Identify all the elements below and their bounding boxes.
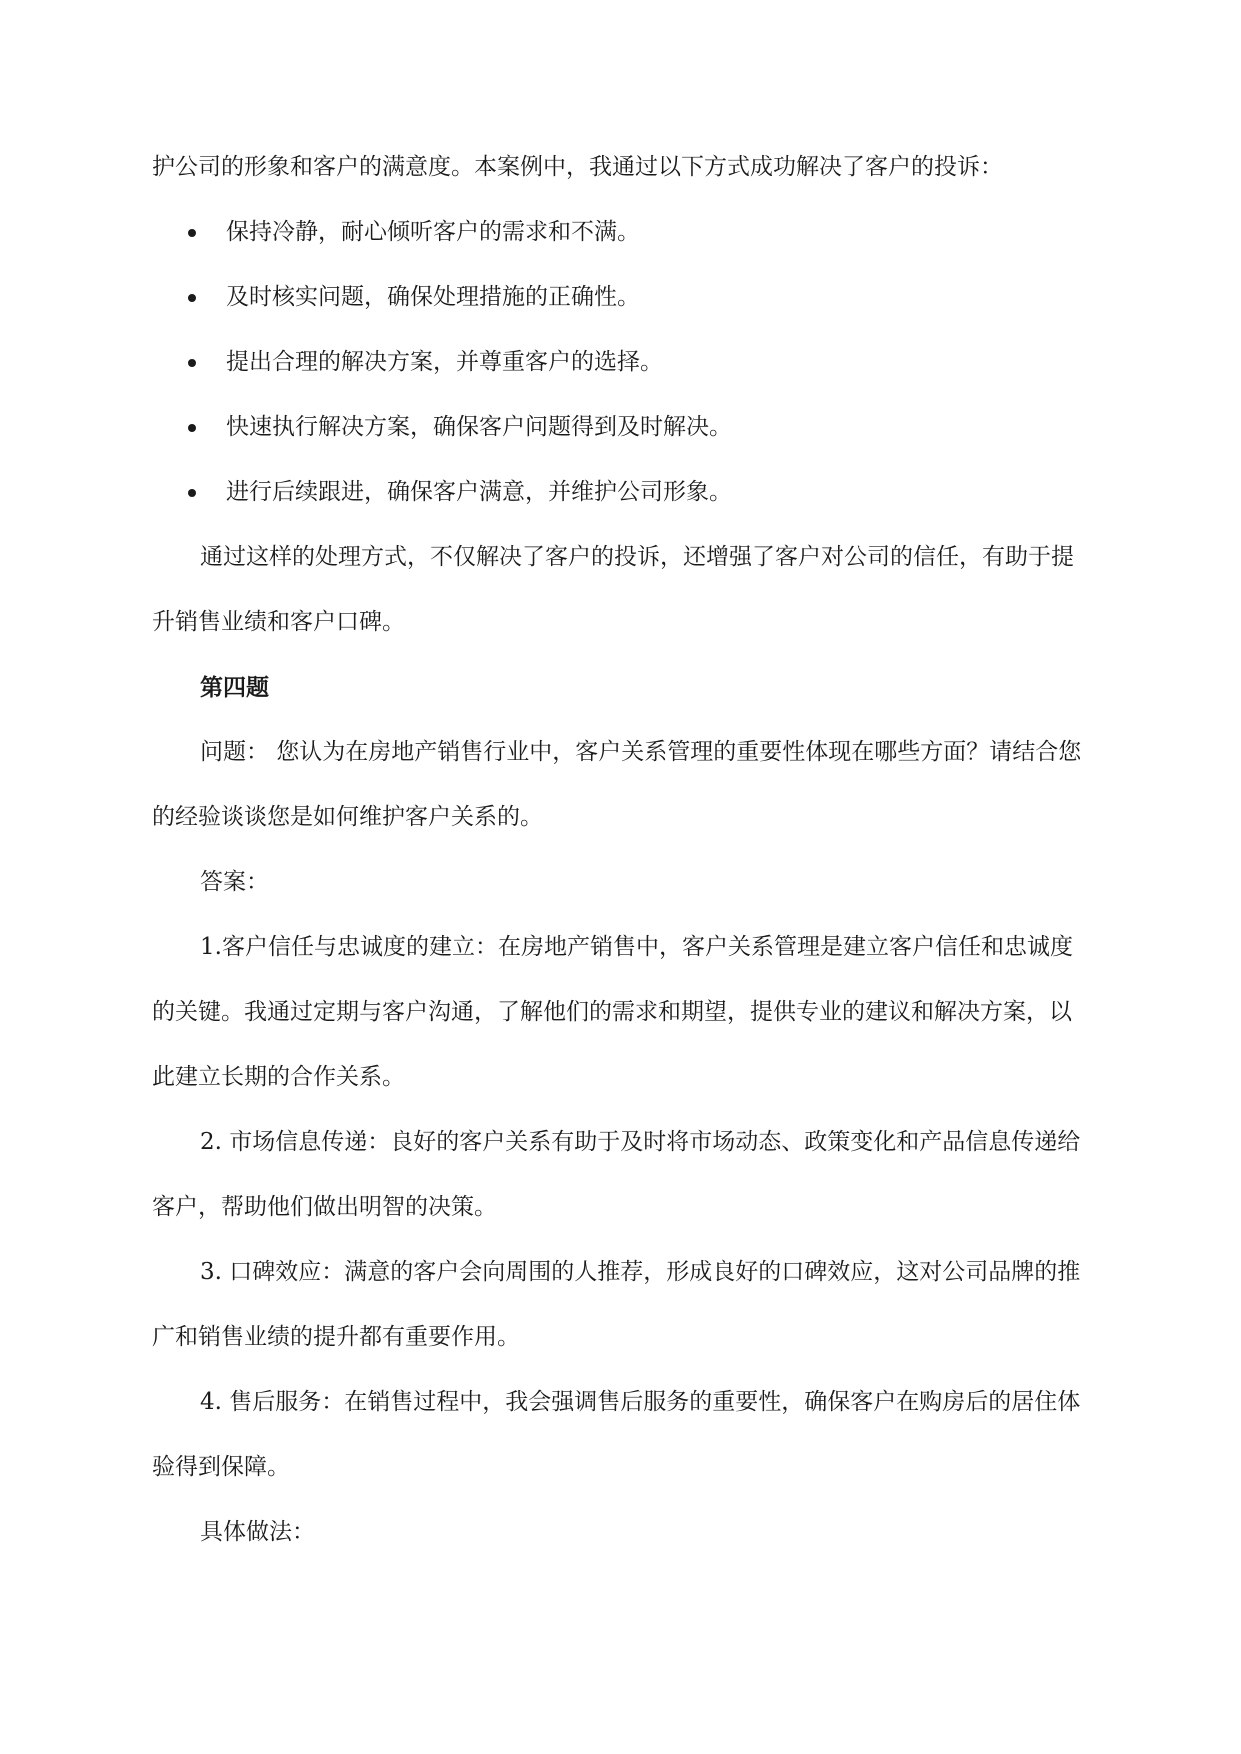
question-paragraph: 问题： 您认为在房地产销售行业中，客户关系管理的重要性体现在哪些方面？请结合您的经验谈谈您是如何维护客户关系的。	[152, 739, 1082, 830]
list-item	[152, 330, 1092, 395]
answer-point-4: 4. 售后服务：在销售过程中，我会强调售后服务的重要性，确保客户在购房后的居住体验得到保障。	[152, 1389, 1081, 1480]
bullet-list	[152, 200, 1092, 525]
intro-continuation-paragraph: 护公司的形象和客户的满意度。本案例中，我通过以下方式成功解决了客户的投诉：	[152, 154, 1003, 180]
list-item	[152, 265, 1092, 330]
bullet-text: 保持冷静，耐心倾听客户的需求和不满。	[226, 219, 640, 245]
list-item	[152, 460, 1092, 525]
bullet-dot-icon	[188, 489, 196, 497]
bullet-dot-icon	[188, 359, 196, 367]
bullet-text: 进行后续跟进，确保客户满意，并维护公司形象。	[226, 479, 732, 505]
answer-point-3: 3. 口碑效应：满意的客户会向周围的人推荐，形成良好的口碑效应，这对公司品牌的推广和销售业绩的提升都有重要作用。	[152, 1259, 1081, 1350]
bullet-dot-icon	[188, 424, 196, 432]
answer-label: 答案：	[200, 869, 269, 895]
bullet-dot-icon	[188, 294, 196, 302]
bullet-text: 快速执行解决方案，确保客户问题得到及时解决。	[226, 414, 732, 440]
bullet-text: 提出合理的解决方案，并尊重客户的选择。	[226, 349, 663, 375]
method-label: 具体做法：	[200, 1519, 315, 1545]
answer-point-1: 1.客户信任与忠诚度的建立：在房地产销售中，客户关系管理是建立客户信任和忠诚度的关键。我通过定期与客户沟通，了解他们的需求和期望，提供专业的建议和解决方案，以此建立长期的合作关系。	[152, 934, 1073, 1090]
bullet-dot-icon	[188, 229, 196, 237]
list-item	[152, 200, 1092, 265]
list-item	[152, 395, 1092, 460]
summary-paragraph: 通过这样的处理方式，不仅解决了客户的投诉，还增强了客户对公司的信任，有助于提升销售业绩和客户口碑。	[152, 544, 1074, 635]
bullet-text: 及时核实问题，确保处理措施的正确性。	[226, 284, 640, 310]
answer-point-2: 2. 市场信息传递：良好的客户关系有助于及时将市场动态、政策变化和产品信息传递给客户，帮助他们做出明智的决策。	[152, 1129, 1081, 1220]
section-heading: 第四题	[200, 674, 269, 701]
